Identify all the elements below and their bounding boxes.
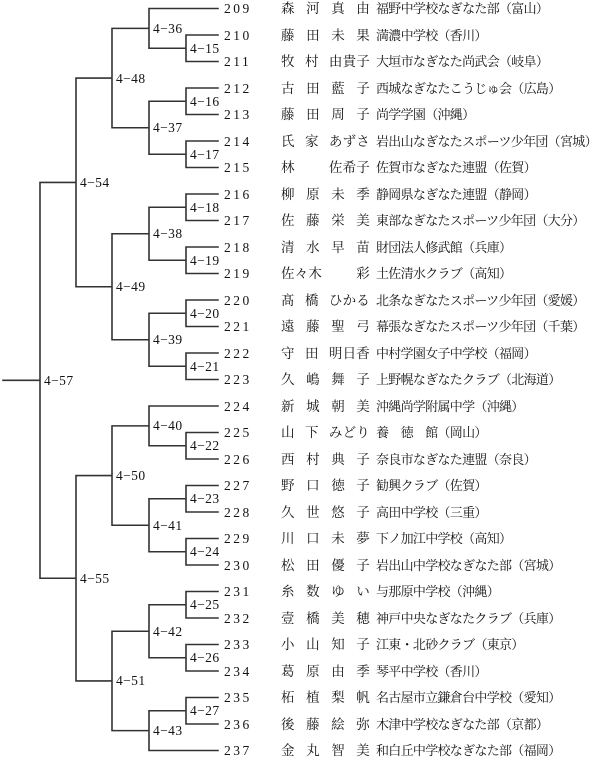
match-label: 4−48: [116, 70, 146, 86]
entry-affiliation: 養 徳 館（岡山）: [376, 425, 487, 440]
bracket-entry-row: [0, 663, 600, 680]
name-segment: 久: [281, 504, 295, 520]
name-segment: 家: [304, 133, 319, 149]
name-segment: 遠: [281, 319, 295, 334]
name-segment: 子: [356, 504, 370, 520]
entry-affiliation: 岩出山なぎなたスポーツ少年団（宮城）: [376, 133, 597, 149]
name-segment: 林: [281, 160, 295, 175]
entry-affiliation: 佐賀市なぎなた連盟（佐賀）: [376, 160, 536, 175]
bracket-entry-row: [0, 212, 600, 229]
entry-name: [281, 53, 370, 70]
name-segment: 城: [306, 398, 320, 414]
name-segment: 果: [356, 27, 370, 43]
entry-name: [281, 27, 370, 44]
bracket-entry-row: [0, 530, 600, 547]
entry-affiliation: 大垣市なぎなた尚武会（岐阜）: [376, 54, 549, 69]
entry-affiliation: 財団法人修武館（兵庫）: [376, 239, 512, 255]
entry-number: 219: [224, 266, 252, 281]
entry-affiliation: 高田中学校（三重）: [376, 504, 487, 520]
name-segment: 山: [306, 637, 320, 652]
match-label: 4−41: [153, 517, 183, 533]
name-segment: 穂: [356, 610, 370, 626]
entry-number: 232: [224, 610, 252, 626]
name-segment: 舞: [331, 372, 345, 387]
name-segment: 数: [306, 584, 320, 599]
bracket-entry-row: [0, 424, 600, 441]
name-segment: 帆: [356, 690, 370, 705]
entry-number: 231: [224, 584, 252, 599]
name-segment: 悠: [331, 504, 345, 520]
bracket-entry-row: [0, 133, 600, 150]
name-segment: 美: [356, 398, 370, 414]
name-segment: 柘: [281, 690, 295, 705]
name-segment: 田: [306, 27, 320, 43]
name-segment: ひかる: [328, 292, 370, 308]
entry-number: 209: [224, 1, 252, 16]
entry-name: [281, 80, 370, 97]
name-segment: 未: [331, 531, 345, 546]
name-segment: 原: [306, 663, 320, 679]
entry-number: 228: [224, 504, 252, 520]
match-label: 4−57: [44, 372, 74, 388]
name-segment: 松: [281, 557, 295, 573]
bracket-entry-row: [0, 159, 600, 176]
name-segment: 葛: [281, 663, 295, 679]
name-segment: あずさ: [328, 133, 370, 149]
name-segment: 未: [331, 186, 345, 202]
name-segment: 由: [331, 663, 345, 679]
bracket-entry-row: [0, 345, 600, 362]
name-segment: 彩: [356, 266, 370, 281]
name-segment: 久: [281, 372, 295, 387]
bracket-entry-row: [0, 610, 600, 627]
entry-name: [281, 557, 370, 574]
entry-number: 222: [224, 345, 252, 361]
name-segment: 村: [306, 451, 320, 467]
name-segment: 清: [281, 239, 295, 255]
name-segment: 栄: [331, 213, 345, 228]
name-segment: ゆ: [331, 584, 345, 599]
entry-number: 230: [224, 557, 252, 573]
entry-affiliation: 沖縄尚学附属中学（沖縄）: [376, 398, 524, 414]
name-segment: 口: [306, 478, 320, 493]
match-label: 4−55: [80, 570, 110, 586]
name-segment: 新: [281, 398, 295, 414]
name-segment: 守: [281, 345, 295, 361]
entry-number: 234: [224, 663, 252, 679]
entry-name: [281, 212, 370, 229]
name-segment: 氏: [281, 133, 295, 149]
entry-name: [281, 159, 370, 176]
match-label: 4−38: [153, 226, 183, 242]
entry-affiliation: 東部なぎなたスポーツ少年団（大分）: [376, 213, 585, 228]
name-segment: 橋: [304, 292, 319, 308]
name-segment: 早: [331, 239, 345, 255]
bracket-entry-row: [0, 318, 600, 335]
entry-name: [281, 424, 370, 441]
entry-name: [281, 265, 370, 282]
name-segment: 柳: [281, 186, 295, 202]
entry-name: [281, 106, 370, 123]
entry-affiliation: 西城なぎなたこうじゅ会（広島）: [376, 80, 561, 96]
entry-number: 215: [224, 160, 252, 175]
name-segment: 子: [356, 478, 370, 493]
match-label: 4−40: [153, 418, 183, 434]
entry-affiliation: 木津中学校なぎなた部（京都）: [376, 716, 549, 732]
match-label: 4−25: [190, 597, 220, 613]
name-segment: 佐希子: [328, 160, 370, 175]
entry-number: 217: [224, 213, 252, 228]
name-segment: 牧: [281, 54, 295, 69]
match-label: 4−16: [190, 93, 220, 109]
entry-number: 236: [224, 716, 252, 732]
entry-number: 210: [224, 27, 252, 43]
name-segment: 金: [281, 743, 295, 758]
name-segment: 未: [331, 27, 345, 43]
entry-name: [281, 530, 370, 547]
match-label: 4−18: [190, 199, 220, 215]
name-segment: 聖: [331, 319, 345, 334]
entry-name: [281, 742, 370, 759]
bracket-entry-row: [0, 636, 600, 653]
entry-name: [281, 318, 370, 335]
match-label: 4−22: [190, 438, 220, 454]
entry-affiliation: 岩出山中学校なぎなた部（宮城）: [376, 557, 561, 573]
match-label: 4−42: [153, 623, 183, 639]
entry-number: 233: [224, 637, 252, 652]
name-segment: 優: [331, 557, 345, 573]
bracket-entry-row: [0, 239, 600, 256]
entry-name: [281, 133, 370, 150]
match-label: 4−39: [153, 332, 183, 348]
name-segment: 真: [331, 1, 345, 16]
bracket-entry-row: [0, 27, 600, 44]
match-label: 4−49: [116, 279, 146, 295]
name-segment: 藤: [306, 716, 320, 732]
name-segment: 美: [356, 213, 370, 228]
entry-affiliation: 下ノ加江中学校（高知）: [376, 531, 512, 546]
entry-number: 213: [224, 107, 252, 122]
bracket-entry-row: [0, 742, 600, 759]
name-segment: 子: [356, 637, 370, 652]
name-segment: 知: [331, 637, 345, 652]
match-label: 4−50: [116, 468, 146, 484]
entry-number: 218: [224, 239, 252, 255]
name-segment: 明日香: [328, 345, 370, 361]
name-segment: 絵: [331, 716, 345, 732]
entry-affiliation: 与那原中学校（沖縄）: [376, 584, 500, 599]
name-segment: 口: [306, 531, 320, 546]
match-label: 4−54: [80, 174, 110, 190]
entry-name: [281, 663, 370, 680]
name-segment: 智: [331, 743, 345, 758]
name-segment: 森: [281, 1, 295, 16]
entry-name: [281, 292, 370, 309]
bracket-entry-row: [0, 265, 600, 282]
match-label: 4−43: [153, 723, 183, 739]
entry-number: 216: [224, 186, 252, 202]
name-segment: 藍: [331, 80, 345, 96]
name-segment: 藤: [281, 27, 295, 43]
name-segment: 季: [356, 663, 370, 679]
bracket-entry-row: [0, 106, 600, 123]
name-segment: 西: [281, 451, 295, 467]
name-segment: 子: [356, 372, 370, 387]
name-segment: 原: [306, 186, 320, 202]
entry-name: [281, 477, 370, 494]
entry-name: [281, 239, 370, 256]
bracket-entry-row: [0, 716, 600, 733]
entry-affiliation: 琴平中学校（香川）: [376, 663, 487, 679]
bracket-entry-row: [0, 557, 600, 574]
name-segment: 髙: [281, 292, 295, 308]
name-segment: 後: [281, 716, 295, 732]
entry-name: [281, 504, 370, 521]
entry-number: 235: [224, 690, 252, 705]
name-segment: 藤: [281, 107, 295, 122]
match-label: 4−15: [190, 40, 220, 56]
name-segment: 藤: [306, 213, 320, 228]
bracket-entry-row: [0, 398, 600, 415]
match-label: 4−37: [153, 120, 183, 136]
name-segment: 水: [306, 239, 320, 255]
entry-affiliation: 名古屋市立鎌倉台中学校（愛知）: [376, 690, 561, 705]
name-segment: 周: [331, 107, 345, 122]
name-segment: 嶋: [306, 372, 320, 387]
bracket-entry-row: [0, 451, 600, 468]
entry-name: [281, 371, 370, 388]
entry-number: 220: [224, 292, 252, 308]
bracket-entry-row: [0, 504, 600, 521]
match-label: 4−26: [190, 650, 220, 666]
name-segment: 梨: [331, 690, 345, 705]
bracket-entry-row: [0, 80, 600, 97]
name-segment: 壹: [281, 610, 295, 626]
entry-number: 223: [224, 372, 252, 387]
entry-number: 227: [224, 478, 252, 493]
name-segment: 田: [304, 345, 319, 361]
match-label: 4−17: [190, 146, 220, 162]
entry-number: 226: [224, 451, 252, 467]
name-segment: 植: [306, 690, 320, 705]
entry-name: [281, 186, 370, 203]
entry-name: [281, 716, 370, 733]
entry-affiliation: 福野中学校なぎなた部（富山）: [376, 1, 549, 16]
entry-affiliation: 和白丘中学校なぎなた部（福岡）: [376, 743, 561, 758]
entry-affiliation: 土佐清水クラブ（高知）: [376, 266, 512, 281]
name-segment: 糸: [281, 584, 295, 599]
match-label: 4−36: [153, 20, 183, 36]
entry-affiliation: 上野幌なぎなたクラブ（北海道）: [376, 372, 561, 387]
entry-affiliation: 神戸中央なぎなたクラブ（兵庫）: [376, 610, 561, 626]
match-label: 4−51: [116, 673, 146, 689]
name-segment: 山: [281, 425, 295, 440]
name-segment: 徳: [331, 478, 345, 493]
name-segment: 美: [356, 743, 370, 758]
bracket-entry-row: [0, 371, 600, 388]
entry-number: 225: [224, 425, 252, 440]
entry-name: [281, 0, 370, 17]
entry-affiliation: 幕張なぎなたスポーツ少年団（千葉）: [376, 319, 585, 334]
bracket-entry-row: [0, 689, 600, 706]
entry-number: 229: [224, 531, 252, 546]
name-segment: 橋: [306, 610, 320, 626]
match-label: 4−23: [190, 491, 220, 507]
match-label: 4−24: [190, 544, 220, 560]
entry-number: 221: [224, 319, 252, 334]
entry-name: [281, 398, 370, 415]
entry-affiliation: 北条なぎなたスポーツ少年団（愛媛）: [376, 292, 585, 308]
entry-affiliation: 静岡県なぎなた連盟（静岡）: [376, 186, 536, 202]
name-segment: 子: [356, 80, 370, 96]
name-segment: 子: [356, 557, 370, 573]
name-segment: 田: [306, 557, 320, 573]
entry-number: 212: [224, 80, 252, 96]
entry-affiliation: 勧興クラブ（佐賀）: [376, 478, 487, 493]
bracket-entry-row: [0, 477, 600, 494]
name-segment: 典: [331, 451, 345, 467]
entry-number: 211: [224, 54, 252, 69]
name-segment: 田: [306, 107, 320, 122]
name-segment: 佐々木: [281, 266, 323, 281]
entry-affiliation: 江東・北砂クラブ（東京）: [376, 637, 524, 652]
name-segment: 村: [304, 54, 319, 69]
name-segment: 苗: [356, 239, 370, 255]
name-segment: 朝: [331, 398, 345, 414]
match-label: 4−27: [190, 703, 220, 719]
entry-name: [281, 610, 370, 627]
entry-number: 224: [224, 398, 252, 414]
name-segment: 弓: [356, 319, 370, 334]
name-segment: 美: [331, 610, 345, 626]
entry-affiliation: 中村学園女子中学校（福岡）: [376, 345, 536, 361]
entry-number: 214: [224, 133, 252, 149]
entry-name: [281, 636, 370, 653]
name-segment: 古: [281, 80, 295, 96]
bracket-entry-row: [0, 53, 600, 70]
name-segment: 季: [356, 186, 370, 202]
name-segment: 丸: [306, 743, 320, 758]
bracket-entry-row: [0, 0, 600, 17]
name-segment: 弥: [356, 716, 370, 732]
entry-name: [281, 689, 370, 706]
name-segment: 川: [281, 531, 295, 546]
entry-affiliation: 満濃中学校（香川）: [376, 27, 487, 43]
bracket-entry-row: [0, 186, 600, 203]
bracket-entry-row: [0, 583, 600, 600]
name-segment: 子: [356, 107, 370, 122]
match-label: 4−20: [190, 305, 220, 321]
match-label: 4−21: [190, 358, 220, 374]
match-label: 4−19: [190, 252, 220, 268]
bracket-entry-row: [0, 292, 600, 309]
name-segment: 世: [306, 504, 320, 520]
name-segment: 藤: [306, 319, 320, 334]
entry-affiliation: 奈良市なぎなた連盟（奈良）: [376, 451, 536, 467]
name-segment: 佐: [281, 213, 295, 228]
entry-affiliation: 尚学学園（沖縄）: [376, 107, 475, 122]
entry-name: [281, 583, 370, 600]
name-segment: 野: [281, 478, 295, 493]
name-segment: 子: [356, 451, 370, 467]
name-segment: い: [356, 584, 370, 599]
entry-number: 237: [224, 743, 252, 758]
name-segment: 夢: [356, 531, 370, 546]
name-segment: 小: [281, 637, 295, 652]
name-segment: みどり: [328, 425, 370, 440]
entry-name: [281, 451, 370, 468]
entry-name: [281, 345, 370, 362]
name-segment: 下: [304, 425, 319, 440]
name-segment: 河: [306, 1, 320, 16]
name-segment: 由: [356, 1, 370, 16]
name-segment: 田: [306, 80, 320, 96]
name-segment: 由貴子: [328, 54, 370, 69]
